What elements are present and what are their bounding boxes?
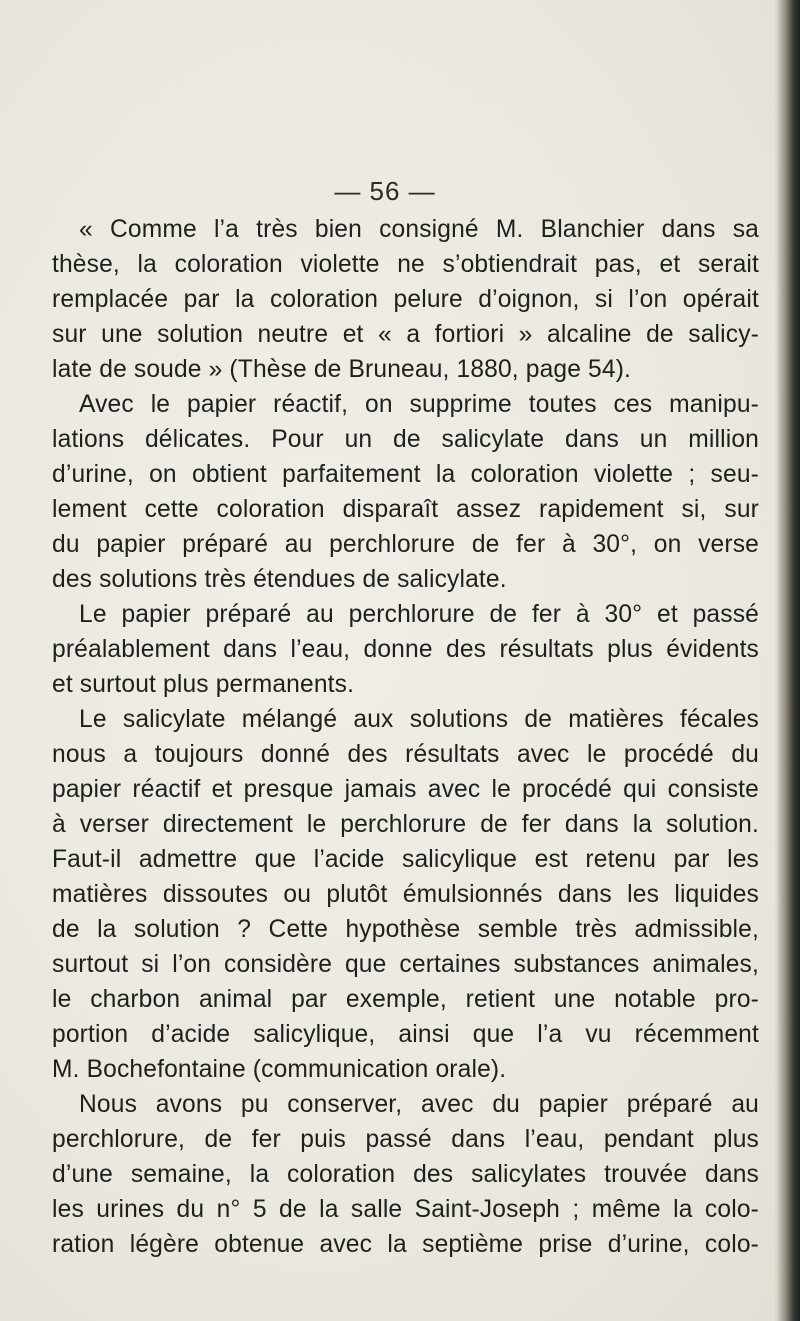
text-line: et surtout plus permanents. [52,671,355,698]
text-line: d’une semaine, la coloration des salicylates trouvée dans [52,1161,759,1188]
text-line: lations délicates. Pour un de salicylate dans un million [52,426,759,453]
text-line: Nous avons pu conserver, avec du papier préparé au [79,1091,759,1118]
text-line: « Comme l’a très bien consigné M. Blanchier dans sa [79,216,759,243]
text-line: papier réactif et presque jamais avec le procédé qui consiste [52,776,759,803]
text-line: remplacée par la coloration pelure d’oignon, si l’on opérait [52,286,759,313]
text-line: d’urine, on obtient parfaitement la coloration violette ; seu- [52,461,759,488]
paragraph [52,1087,759,1262]
text-line: le charbon animal par exemple, retient une notable pro- [52,986,759,1013]
text-line: les urines du n° 5 de la salle Saint-Joseph ; même la colo- [52,1196,759,1223]
text-line: Le salicylate mélangé aux solutions de matières fécales [79,706,759,733]
book-binding-edge [778,0,800,1321]
text-line: ration légère obtenue avec la septième prise d’urine, colo- [52,1231,759,1258]
text-line: Faut-il admettre que l’acide salicylique est retenu par les [52,846,759,873]
text-line: de la solution ? Cette hypothèse semble très admissible, [52,916,759,943]
text-line: des solutions très étendues de salicylate. [52,566,507,593]
text-line: à verser directement le perchlorure de fer dans la solution. [52,811,759,838]
paragraph [52,702,759,1087]
text-line: perchlorure, de fer puis passé dans l’eau, pendant plus [52,1126,759,1153]
text-line: thèse, la coloration violette ne s’obtiendrait pas, et serait [52,251,759,278]
text-line: nous a toujours donné des résultats avec le procédé du [52,741,759,768]
text-line: late de soude » (Thèse de Bruneau, 1880, page 54). [52,356,632,383]
text-line: matières dissoutes ou plutôt émulsionnés dans les liquides [52,881,759,908]
body-text [52,212,759,1262]
text-line: Le papier préparé au perchlorure de fer à 30° et passé [79,601,759,628]
paragraph [52,387,759,597]
text-line: sur une solution neutre et « a fortiori » alcaline de salicy- [52,321,759,348]
text-line: M. Bochefontaine (communication orale). [52,1056,507,1083]
paragraph [52,212,759,387]
page-number: — 56 — [334,176,436,206]
paragraph [52,597,759,702]
text-line: du papier préparé au perchlorure de fer à 30°, on verse [52,531,759,558]
text-line: lement cette coloration disparaît assez rapidement si, sur [52,496,759,523]
text-line: surtout si l’on considère que certaines substances animales, [52,951,759,978]
text-line: préalablement dans l’eau, donne des résultats plus évidents [52,636,759,663]
text-line: portion d’acide salicylique, ainsi que l’a vu récemment [52,1021,759,1048]
text-line: Avec le papier réactif, on supprime toutes ces manipu- [79,391,759,418]
